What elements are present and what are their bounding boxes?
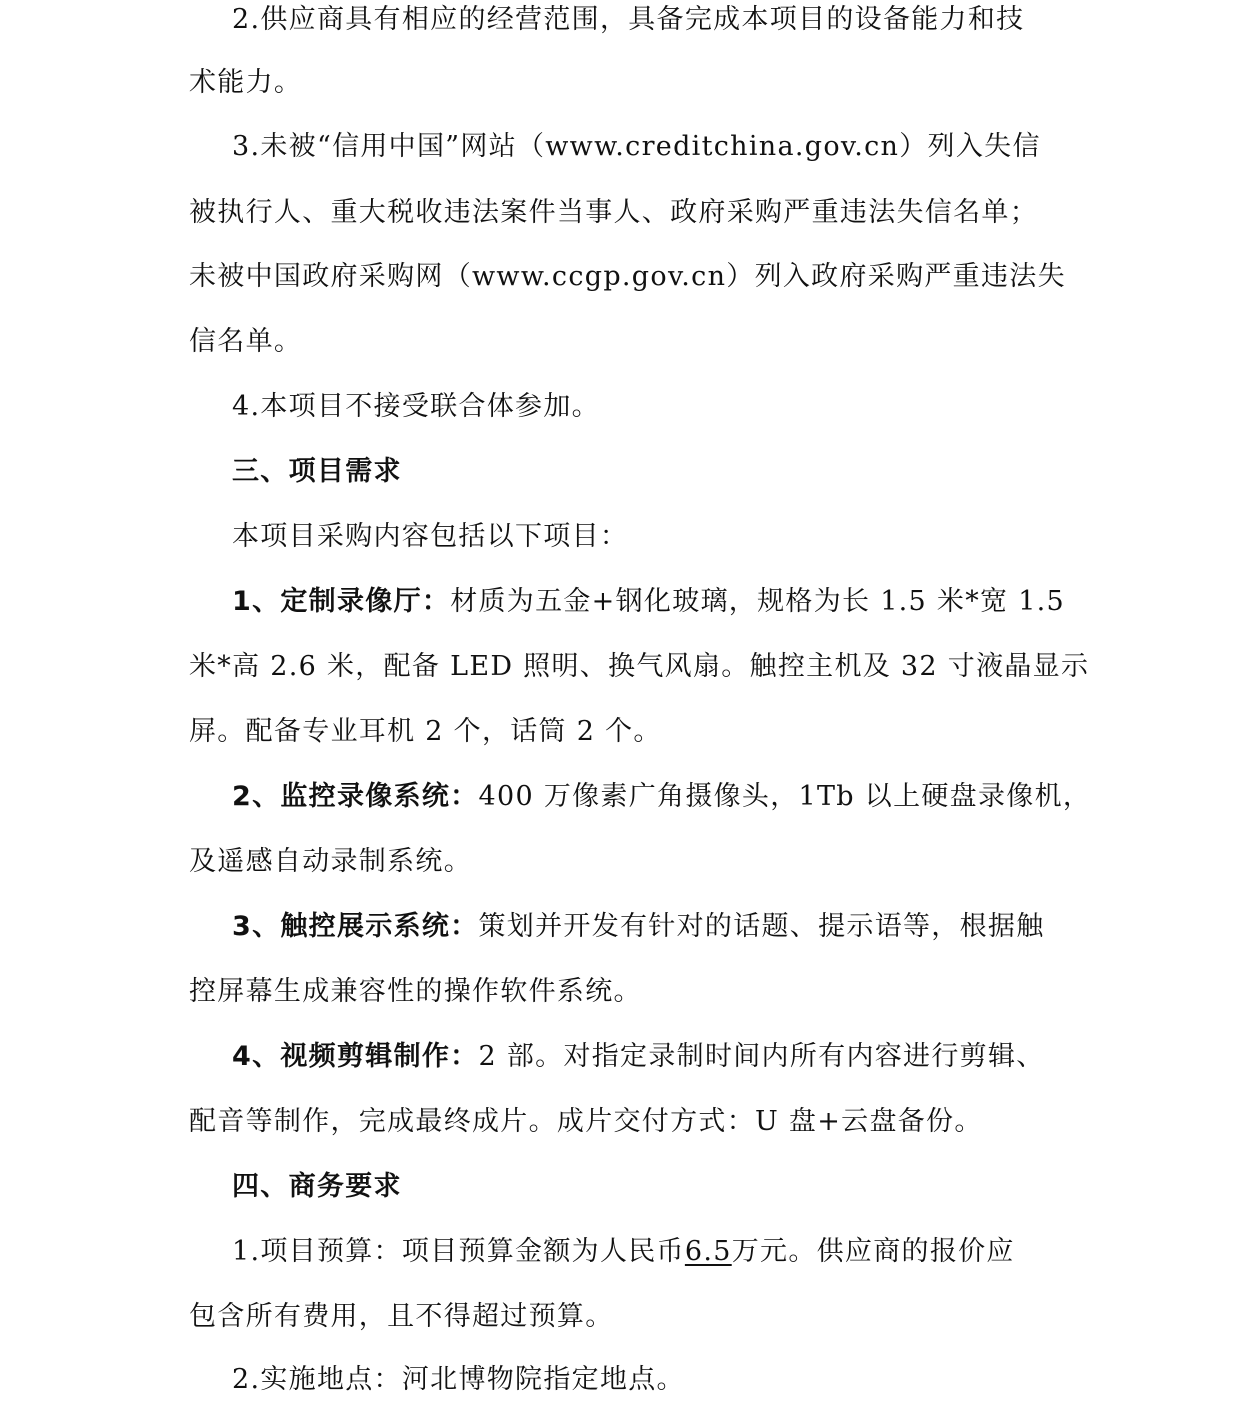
- text: 控屏幕生成兼容性的操作软件系统。: [189, 976, 642, 1007]
- item-title: 4、视频剪辑制作：: [232, 1041, 479, 1072]
- text: 1.项目预算：项目预算金额为人民币: [232, 1236, 685, 1267]
- item-title: 2、监控录像系统：: [232, 781, 479, 812]
- paragraph-credit-check-line: [232, 127, 1072, 167]
- text: 2 部。对指定录制时间内所有内容进行剪辑、: [478, 1041, 1045, 1072]
- text: 及遥感自动录制系统。: [189, 846, 472, 877]
- paragraph-no-consortium: [232, 387, 1072, 427]
- item-custom-booth-line: [189, 647, 1090, 687]
- text: 3.未被“信用中国”网站（www.creditchina.gov.cn）列入失信: [232, 131, 1041, 162]
- text: 400 万像素广角摄像头，1Tb 以上硬盘录像机，: [478, 781, 1092, 812]
- heading-text: 三、项目需求: [232, 456, 402, 487]
- text: 本项目采购内容包括以下项目：: [232, 521, 629, 552]
- text: 2.实施地点：河北博物院指定地点。: [232, 1364, 685, 1395]
- section-heading-business: [232, 1167, 1072, 1207]
- item-title: 3、触控展示系统：: [232, 911, 479, 942]
- item-custom-booth-line: [232, 582, 1072, 622]
- item-video-editing-line: [232, 1037, 1072, 1077]
- budget-amount: 6.5: [684, 1236, 732, 1267]
- text: 策划并开发有针对的话题、提示语等，根据触: [478, 911, 1045, 942]
- paragraph-credit-check-line: [189, 322, 1069, 362]
- paragraph-credit-check-line: [189, 193, 1069, 233]
- item-touch-display-line: [232, 907, 1072, 947]
- item-custom-booth-line: [189, 712, 1069, 752]
- text: 被执行人、重大税收违法案件当事人、政府采购严重违法失信名单；: [189, 197, 1038, 228]
- text: 术能力。: [189, 67, 303, 98]
- paragraph-intro: [232, 517, 1072, 557]
- text: 材质为五金+钢化玻璃，规格为长 1.5 米*宽 1.5: [450, 586, 1066, 617]
- text: 包含所有费用，且不得超过预算。: [189, 1301, 614, 1332]
- item-monitoring-line: [189, 842, 1069, 882]
- text: 信名单。: [189, 326, 303, 357]
- text: 未被中国政府采购网（www.ccgp.gov.cn）列入政府采购严重违法失: [189, 261, 1066, 292]
- text: 4.本项目不接受联合体参加。: [232, 391, 600, 422]
- text: 配音等制作，完成最终成片。成片交付方式：U 盘+云盘备份。: [189, 1106, 983, 1137]
- item-video-editing-line: [189, 1102, 1069, 1142]
- text: 屏。配备专业耳机 2 个，话筒 2 个。: [189, 716, 662, 747]
- paragraph-location: [232, 1360, 1072, 1400]
- item-title: 1、定制录像厅：: [232, 586, 451, 617]
- text: 2.供应商具有相应的经营范围，具备完成本项目的设备能力和技: [232, 4, 1025, 35]
- paragraph-credit-check-line: [189, 257, 1069, 297]
- section-heading-requirements: [232, 452, 1072, 492]
- item-touch-display-line: [189, 972, 1069, 1012]
- heading-text: 四、商务要求: [232, 1171, 402, 1202]
- paragraph-supplier-scope-line: [189, 63, 1069, 103]
- paragraph-budget-line: [189, 1297, 1069, 1337]
- paragraph-supplier-scope-line: [232, 0, 1072, 40]
- text: 万元。供应商的报价应: [731, 1236, 1015, 1267]
- paragraph-budget-line: [232, 1232, 1072, 1272]
- item-monitoring-line: [232, 777, 1092, 817]
- text: 米*高 2.6 米，配备 LED 照明、换气风扇。触控主机及 32 寸液晶显示: [189, 651, 1090, 682]
